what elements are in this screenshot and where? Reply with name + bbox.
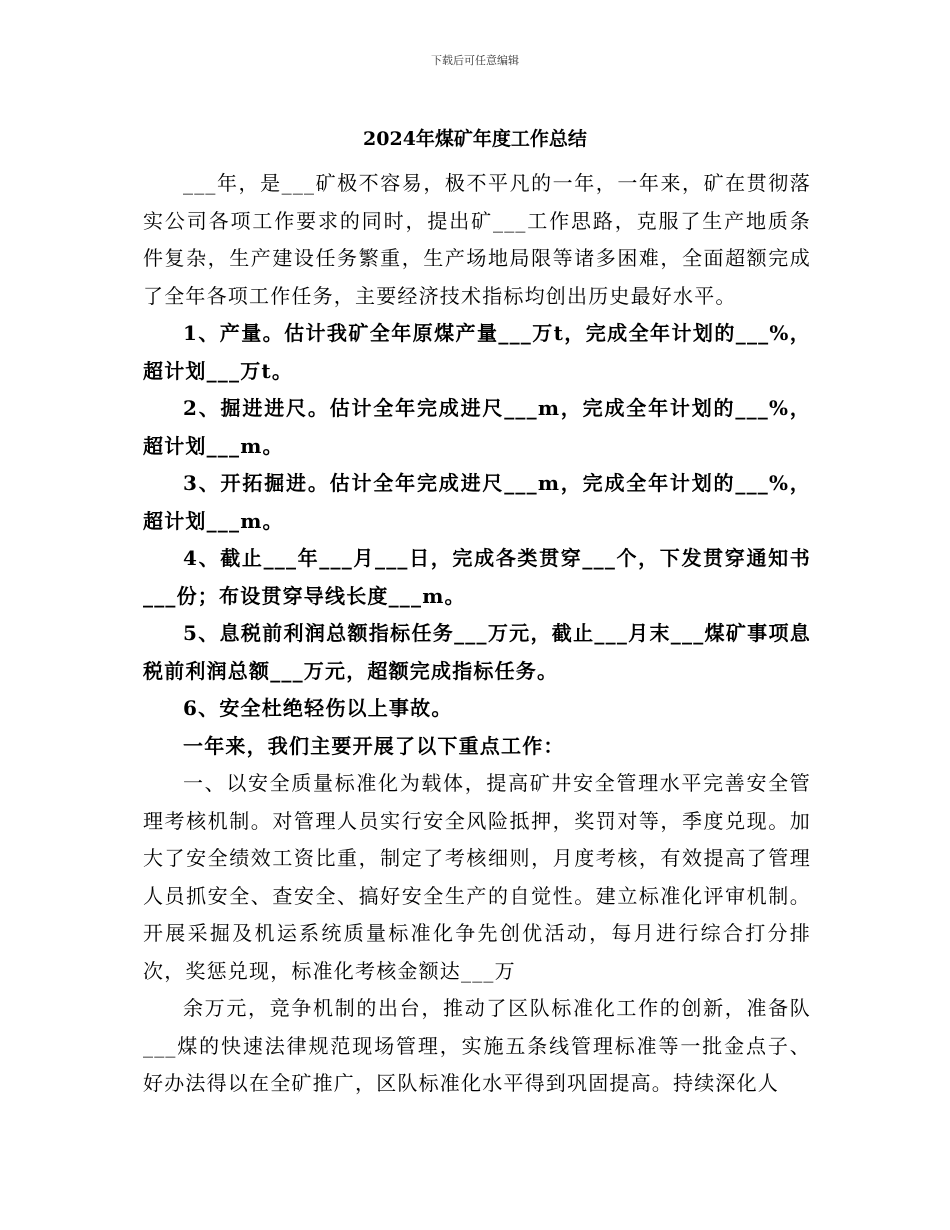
paragraph-item-5: 5、息税前利润总额指标任务___万元，截止___月末___煤矿事项息税前利润总额___万元，超额完成指标任务。 [143,621,811,683]
paragraph-intro: ___年，是___矿极不容易，极不平凡的一年，一年来，矿在贯彻落实公司各项工作要求的同时，提出矿___工作思路，克服了生产地质条件复杂，生产建设任务繁重，生产场地局限等诸多困难，全面超额完成了全年各项工作任务，主要经济技术指标均创出历史最好水平。 [143,171,811,308]
paragraph-section-1: 一、以安全质量标准化为载体，提高矿井安全管理水平完善安全管理考核机制。对管理人员实行安全风险抵押，奖罚对等，季度兑现。加大了安全绩效工资比重，制定了考核细则，月度考核，有效提高了管理人员抓安全、查安全、搞好安全生产的自觉性。建立标准化评审机制。开展采掘及机运系统质量标准化争先创优活动，每月进行综合打分排次，奖惩兑现，标准化考核金额达___万 [143,771,811,983]
paragraph-key-work-heading: 一年来，我们主要开展了以下重点工作： [183,733,565,758]
paragraph-section-1-cont: 余万元，竞争机制的出台，推动了区队标准化工作的创新，准备队___煤的快速法律规范现场管理，实施五条线管理标准等一批金点子、好办法得以在全矿推广，区队标准化水平得到巩固提高。持续深化人 [143,996,811,1095]
header-note: 下载后可任意编辑 [431,54,519,67]
paragraph-item-2: 2、掘进进尺。估计全年完成进尺___m，完成全年计划的___%，超计划___m。 [143,396,811,458]
paragraph-item-6: 6、安全杜绝轻伤以上事故。 [183,696,453,720]
document-body [143,165,811,1103]
document-title: 2024年煤矿年度工作总结 [363,128,587,150]
paragraph-item-3: 3、开拓掘进。估计全年完成进尺___m，完成全年计划的___%，超计划___m。 [143,471,811,533]
paragraph-item-4: 4、截止___年___月___日，完成各类贯穿___个，下发贯穿通知书___份；布设贯穿导线长度___m。 [143,546,811,608]
paragraph-item-1: 1、产量。估计我矿全年原煤产量___万t，完成全年计划的___%，超计划___万t。 [143,321,811,383]
